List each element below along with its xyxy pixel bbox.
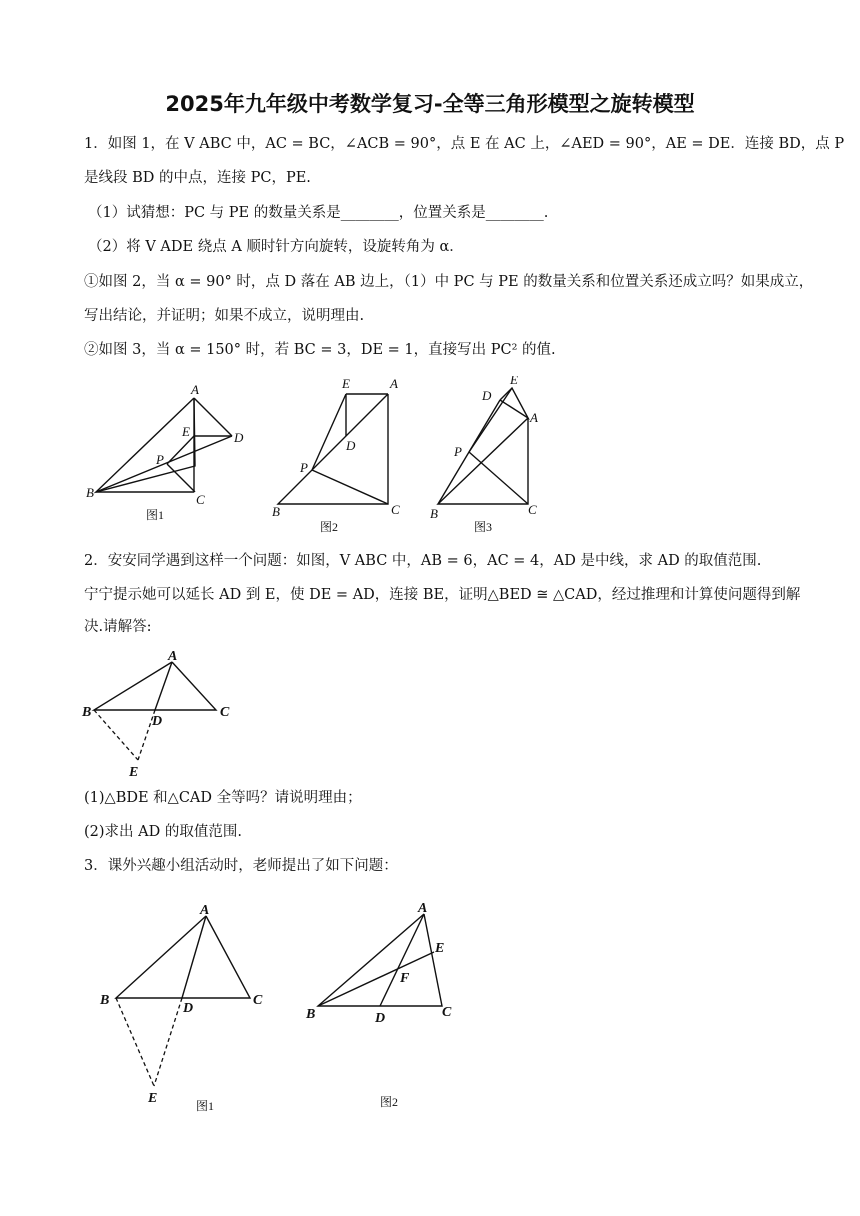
- q1-figure-1: [86, 382, 244, 522]
- fig1-segment-ad: [194, 398, 232, 436]
- q3-fig2-label-a: A: [418, 901, 428, 916]
- q3-fig2-label-b: B: [306, 1007, 316, 1022]
- fig2-label-a: A: [390, 376, 398, 391]
- q2-label-a: A: [168, 649, 178, 664]
- fig3-caption: 图3: [474, 520, 493, 534]
- q3-figure-1: [99, 903, 263, 1113]
- fig3-label-p: P: [454, 444, 462, 459]
- fig2-label-d: D: [346, 438, 356, 453]
- fig1-segment-bd: [96, 436, 232, 492]
- fig1-label-a: A: [191, 382, 199, 397]
- q1-line2: 是线段 BD 的中点，连接 PC，PE.: [84, 170, 311, 186]
- fig3-label-a: A: [530, 410, 538, 425]
- q3-fig2-label-f: F: [400, 971, 410, 986]
- q3-fig1-median-ad: [182, 916, 206, 998]
- q3-fig2-label-c: C: [442, 1005, 452, 1020]
- fig1-caption: 图1: [146, 508, 165, 522]
- fig3-label-c: C: [528, 502, 537, 517]
- q3-fig1-label-c: C: [253, 993, 263, 1008]
- fig3-label-b: B: [430, 506, 438, 521]
- fig1-label-p: P: [156, 452, 164, 467]
- q2-line1: 2．安安同学遇到这样一个问题：如图，V ABC 中，AB = 6，AC = 4，AD 是中线，求 AD 的取值范围.: [84, 553, 762, 569]
- fig2-label-b: B: [272, 504, 280, 519]
- q2-label-d: D: [152, 714, 163, 729]
- q2-triangle-abc: [94, 662, 216, 710]
- q3-figure-2: [305, 901, 452, 1109]
- q2-segment-be: [94, 710, 138, 760]
- q2-part2: (2)求出 AD 的取值范围.: [84, 824, 242, 840]
- fig3-triangle-ade: [500, 388, 528, 418]
- fig2-caption: 图2: [320, 520, 339, 534]
- fig2-label-c: C: [391, 502, 400, 517]
- fig1-label-d: D: [234, 430, 244, 445]
- q3-figures: [90, 896, 470, 1122]
- fig1-label-c: C: [196, 492, 205, 507]
- q3-fig2-caption: 图2: [380, 1095, 399, 1109]
- q1-figure-3: [430, 376, 538, 534]
- q3-fig2-label-e: E: [435, 941, 445, 956]
- q2-median-ad: [155, 662, 172, 710]
- q3-fig1-caption: 图1: [196, 1099, 215, 1113]
- q3-fig2-triangle-abc: [318, 914, 445, 1006]
- fig3-label-e: E: [510, 376, 518, 387]
- q1-part2: （2）将 V ADE 绕点 A 顺时针方向旋转，设旋转角为 α．: [88, 239, 464, 255]
- q1-line1: 1．如图 1，在 V ABC 中，AC = BC，∠ACB = 90°，点 E 在 AC 上，∠AED = 90°，AE = DE．连接 BD，点 P: [84, 136, 845, 152]
- q1-figures: [80, 376, 560, 536]
- q3-fig1-triangle-abc: [116, 916, 250, 998]
- q2-label-e: E: [129, 765, 139, 780]
- q3-fig1-extension-de: [154, 998, 182, 1086]
- q1-part1: （1）试猜想：PC 与 PE 的数量关系是________，位置关系是________.: [88, 205, 549, 221]
- q1-sub2: ②如图 3，当 α = 150° 时，若 BC = 3，DE = 1，直接写出 PC² 的值.: [84, 342, 556, 358]
- fig1-label-e: E: [182, 424, 190, 439]
- q3-fig1-label-e: E: [148, 1091, 158, 1106]
- fig2-segment-pc: [312, 470, 388, 504]
- page-title: 2025年九年级中考数学复习-全等三角形模型之旋转模型: [165, 92, 695, 116]
- q3-fig1-label-b: B: [100, 993, 110, 1008]
- q1-figure-2: [272, 376, 400, 534]
- fig2-label-p: P: [300, 460, 308, 475]
- q2-label-b: B: [82, 705, 92, 720]
- q3-fig1-label-a: A: [200, 903, 210, 918]
- q3-fig1-segment-be: [116, 998, 154, 1086]
- fig3-label-d: D: [482, 388, 492, 403]
- fig2-label-e: E: [342, 376, 350, 391]
- fig3-segment-pc: [469, 452, 528, 504]
- fig1-segment-pc: [167, 464, 195, 492]
- q3-fig1-label-d: D: [183, 1001, 194, 1016]
- fig1-segment-pe: [167, 436, 194, 464]
- q2-figure: [80, 644, 260, 780]
- q1-sub1-line1: ①如图 2，当 α = 90° 时，点 D 落在 AB 边上，（1）中 PC 与 PE 的数量关系和位置关系还成立吗？如果成立，: [84, 274, 814, 290]
- q2-line2: 宁宁提示她可以延长 AD 到 E，使 DE = AD，连接 BE，证明△BED ≅ △CAD，经过推理和计算使问题得到解: [84, 587, 801, 603]
- q2-part1: (1)△BDE 和△CAD 全等吗？请说明理由；: [84, 790, 362, 806]
- q2-line3: 决.请解答:: [84, 619, 152, 635]
- fig2-triangle-abc: [278, 394, 388, 504]
- q2-label-c: C: [220, 705, 230, 720]
- q3-line1: 3．课外兴趣小组活动时，老师提出了如下问题：: [84, 858, 398, 874]
- fig1-label-b: B: [86, 485, 94, 500]
- fig2-segment-bd: [312, 394, 346, 470]
- q3-fig2-segment-be: [318, 952, 434, 1006]
- q3-fig2-label-d: D: [375, 1011, 386, 1026]
- q1-sub1-line2: 写出结论，并证明；如果不成立，说明理由.: [84, 308, 365, 324]
